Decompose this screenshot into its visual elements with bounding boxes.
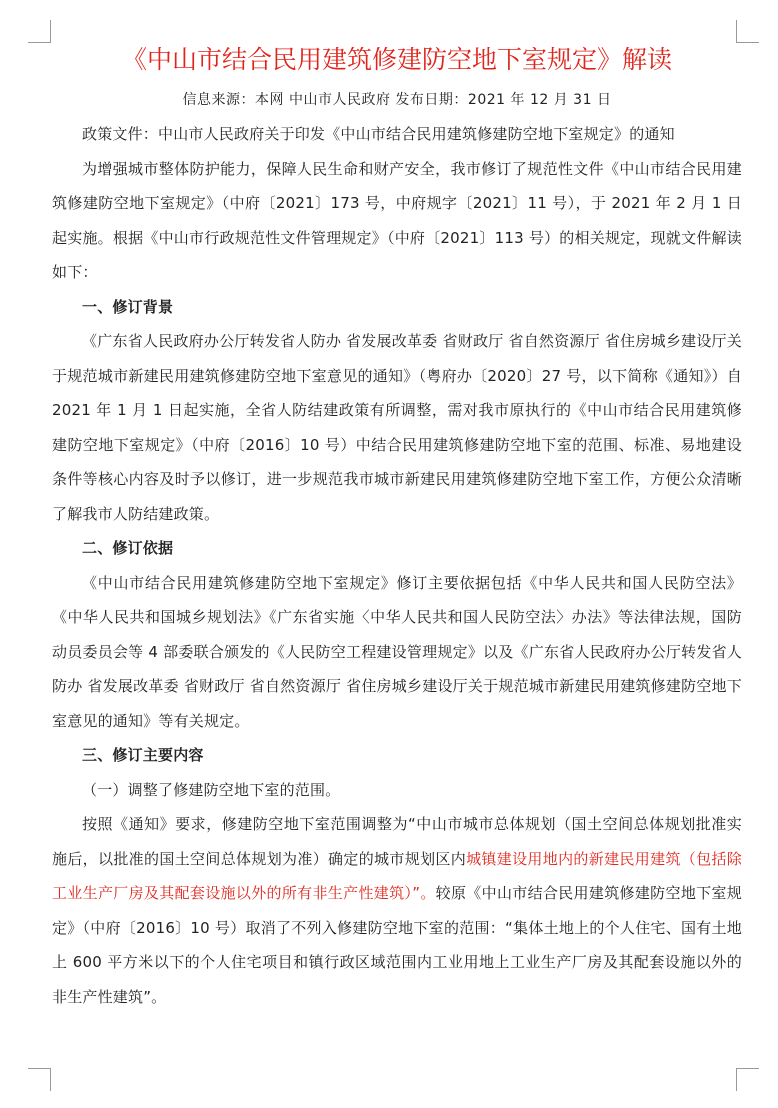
scope-text-part2: 较原《中山市结合民用建筑修建防空地下室规定》（中府〔2016〕10 号）取消了不列入修建防空地下室的范围：“集体土地上的个人住宅、国有土地上 600 平方米以下的个人住宅项目和镇行政区域范围内工业用地上工业生产厂房及其配套设施以外的非生产性建筑”。 xyxy=(52,884,742,1006)
crop-mark-bottom-right xyxy=(736,1068,759,1091)
intro-paragraph: 为增强城市整体防护能力，保障人民生命和财产安全，我市修订了规范性文件《中山市结合民用建筑修建防空地下室规定》（中府〔2021〕173 号，中府规字〔2021〕11 号），于 2021 年 2 月 1 日起实施。根据《中山市行政规范性文件管理规定》（中府〔2021〕113 号）的相关规定，现就文件解读如下： xyxy=(52,159,742,281)
scope-text-part1: 按照《通知》要求，修建防空地下室范围调整为“中山市城市总体规划（国土空间总体规划批准实施后，以批准的国土空间总体规划为准）确定的城市规划区内 xyxy=(52,815,742,868)
document-page xyxy=(52,40,742,1014)
subsection-heading-scope: （一）调整了修建防空地下室的范围。 xyxy=(82,780,341,799)
source-info: 信息来源：本网 中山市人民政府 发布日期：2021 年 12 月 31 日 xyxy=(182,92,612,108)
section-body-basis: 《中山市结合民用建筑修建防空地下室规定》修订主要依据包括《中华人民共和国人民防空法》《中华人民共和国城乡规划法》《广东省实施〈中华人民共和国人民防空法〉办法》等法律法规，国防动员委员会等 4 部委联合颁发的《人民防空工程建设管理规定》以及《广东省人民政府办公厅转发省人防办 省发展改革委 省财政厅 省自然资源厅 省住房城乡建设厅关于规范城市新建民用建筑修建防空地下室意见的通知》等有关规定。 xyxy=(52,573,742,730)
scope-highlight: 城镇建设用地内的新建民用建筑（包括除工业生产厂房及其配套设施以外的所有非生产性建筑）”。 xyxy=(52,849,742,902)
section-heading-main-content: 三、修订主要内容 xyxy=(82,746,204,764)
section-heading-basis: 二、修订依据 xyxy=(82,539,174,557)
section-heading-background: 一、修订背景 xyxy=(82,297,174,316)
section-body-scope xyxy=(52,807,742,1014)
page-title: 《中山市结合民用建筑修建防空地下室规定》解读 xyxy=(121,45,672,74)
policy-file-line: 政策文件：中山市人民政府关于印发《中山市结合民用建筑修建防空地下室规定》的通知 xyxy=(82,125,675,143)
crop-mark-bottom-left xyxy=(28,1068,51,1091)
section-body-background: 《广东省人民政府办公厅转发省人防办 省发展改革委 省财政厅 省自然资源厅 省住房城乡建设厅关于规范城市新建民用建筑修建防空地下室意见的通知》（粤府办〔2020〕27 号，以下简称《通知》）自 2021 年 1 月 1 日起实施，全省人防结建政策有所调整，需对我市原执行的《中山市结合民用建筑修建防空地下室规定》（中府〔2016〕10 号）中结合民用建筑修建防空地下室的范围、标准、易地建设条件等核心内容及时予以修订，进一步规范我市城市新建民用建筑修建防空地下室工作，方便公众清晰了解我市人防结建政策。 xyxy=(52,332,742,523)
crop-mark-top-left xyxy=(28,20,51,43)
